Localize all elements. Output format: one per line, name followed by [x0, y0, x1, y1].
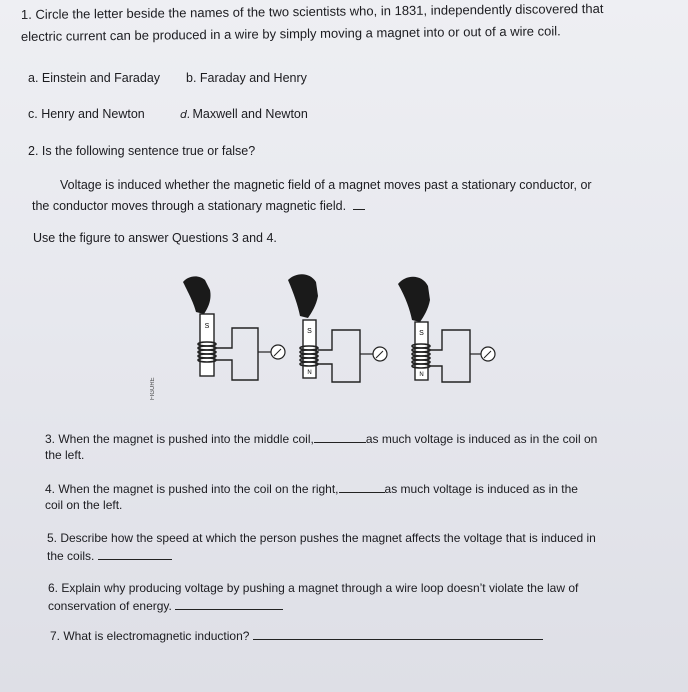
figure-intro: Use the figure to answer Questions 3 and 4. [33, 231, 277, 245]
q4-line1 [45, 480, 578, 497]
hand-right-icon [398, 277, 430, 322]
q1-option-d-label: Maxwell and Newton [192, 107, 308, 121]
q3-answer-blank[interactable] [314, 430, 366, 443]
setup-left [183, 276, 285, 380]
option-d-checkmark: d. [180, 108, 191, 121]
q5-line1: 5. Describe how the speed at which the person pushes the magnet affects the voltage that is induced in [47, 531, 596, 545]
q1-line2: electric current can be produced in a wire by simply moving a magnet into or out of a wire coil. [20, 23, 561, 44]
q6-line1: 6. Explain why producing voltage by pushing a magnet through a wire loop doesn’t violate the law of [48, 581, 579, 595]
q2-statement-text: the conductor moves through a stationary magnetic field. [32, 199, 347, 213]
q2-answer-blank[interactable] [353, 197, 365, 210]
magnet-right-s-label: S [419, 330, 424, 337]
q5-line2 [47, 547, 172, 564]
wire-loop-right [430, 330, 470, 382]
q2-prompt: 2. Is the following sentence true or false? [28, 144, 256, 158]
magnet-middle-s-label: S [307, 328, 312, 335]
setup-middle [288, 274, 387, 382]
q1-option-a[interactable]: a. Einstein and Faraday [28, 71, 161, 85]
wire-loop-middle [318, 330, 360, 382]
q7-line [50, 627, 543, 644]
q1-line1: 1. Circle the letter beside the names of the two scientists who, in 1831, independently discovered that [20, 0, 604, 22]
figure-side-label: FIGURE [150, 377, 156, 400]
q1-option-c[interactable]: c. Henry and Newton [28, 107, 145, 121]
q4-text-part2: as much voltage is induced as in the [384, 482, 578, 496]
q6-answer-blank[interactable] [175, 597, 283, 610]
coil-right [412, 344, 430, 368]
q6-line2 [48, 597, 283, 614]
q1-option-b[interactable]: b. Faraday and Henry [186, 71, 307, 85]
magnet-right-n-label: N [419, 372, 424, 378]
q4-text-part1: 4. When the magnet is pushed into the coil on the right, [45, 482, 339, 496]
q2-statement-line2 [32, 197, 365, 214]
q4-line2: coil on the left. [45, 498, 123, 512]
q5-text-line2: the coils. [47, 549, 95, 563]
magnet-left-s-label: S [204, 323, 210, 330]
q1-option-d[interactable] [180, 106, 308, 123]
q4-answer-blank[interactable] [339, 480, 385, 493]
setup-right [398, 277, 495, 382]
q5-answer-blank[interactable] [98, 547, 172, 560]
q7-answer-blank[interactable] [253, 627, 543, 640]
q2-statement-line1: Voltage is induced whether the magnetic field of a magnet moves past a stationary conductor, or [60, 178, 592, 192]
induction-figure [150, 270, 500, 410]
magnet-middle-n-label: N [307, 370, 312, 376]
hand-middle-icon [288, 274, 318, 318]
q7-prompt: 7. What is electromagnetic induction? [50, 629, 250, 643]
hand-left-icon [183, 276, 211, 314]
q3-line2: the left. [45, 448, 85, 462]
q6-text-line2: conservation of energy. [48, 599, 172, 613]
wire-loop-left [216, 328, 258, 380]
q3-text-part2: as much voltage is induced as in the coil on [365, 432, 598, 446]
q3-text-part1: 3. When the magnet is pushed into the middle coil, [45, 432, 314, 446]
q3-line1 [45, 430, 597, 447]
